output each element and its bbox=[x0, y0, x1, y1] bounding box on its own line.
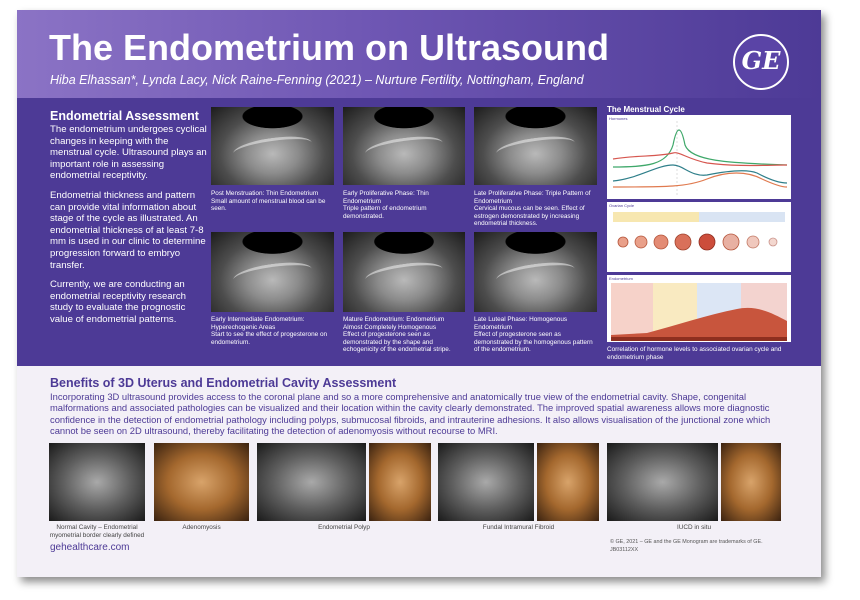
benefits-title: Benefits of 3D Uterus and Endometrial Cavity Assessment bbox=[50, 376, 397, 390]
phase-caption: Early Intermediate Endometrium: Hyperechogenic Areas Start to see the effect of progesterone on endometrium. bbox=[211, 316, 328, 346]
ultrasound-image-late-luteal bbox=[474, 232, 597, 312]
poster bbox=[17, 10, 821, 577]
assessment-text bbox=[50, 124, 208, 334]
image-endometrial-polyp-2d bbox=[257, 443, 366, 521]
ultrasound-image-early-proliferative bbox=[343, 107, 465, 185]
endometrium-panel bbox=[607, 275, 791, 342]
ultrasound-image-mature bbox=[343, 232, 465, 312]
hormones-panel bbox=[607, 115, 791, 199]
image-fundal-fibroid-3d bbox=[537, 443, 599, 521]
copyright-text: © GE, 2021 – GE and the GE Monogram are trademarks of GE. bbox=[610, 539, 763, 545]
cycle-caption: Correlation of hormone levels to associated ovarian cycle and endometrium phase bbox=[607, 346, 782, 361]
assessment-paragraph: The endometrium undergoes cyclical changes in keeping with the menstrual cycle. Ultrasound plays an important role in assessing endometrial receptivity. bbox=[50, 124, 207, 182]
poster-title: The Endometrium on Ultrasound bbox=[49, 27, 610, 68]
panel-label: Endometrium bbox=[609, 276, 633, 281]
image-normal-cavity-quad bbox=[49, 443, 145, 521]
hormone-curves bbox=[607, 115, 791, 199]
benefits-text: Incorporating 3D ultrasound provides access to the coronal plane and so a more comprehensive and anatomically true view of the endometrial cavity. Shape, congenital malformations and associated pathologies can be visualized and their location within the cavity clearly demonstrated. The improved spatial awareness allows more diagnostic confidence in the detection of endometrial pathology including polyps, submucosal fibroids, and intrauterine adhesions. It also allows visualisation of the junctional zone which cannot be seen on 2D ultrasound, thereby facilitating the detection of adenomyosis without recourse to MRI. bbox=[50, 391, 771, 437]
image-adenomyosis bbox=[154, 443, 249, 521]
footer-website-link[interactable]: gehealthcare.com bbox=[50, 542, 130, 553]
ultrasound-image-late-proliferative bbox=[474, 107, 597, 185]
gallery-caption: Endometrial Polyp bbox=[318, 524, 370, 531]
gallery-caption: IUCD in situ bbox=[676, 524, 712, 531]
document-code: JB03112XX bbox=[610, 547, 639, 553]
panel-label: Ovarian Cycle bbox=[609, 203, 635, 208]
image-iucd-3d bbox=[721, 443, 781, 521]
cycle-title: The Menstrual Cycle bbox=[607, 105, 685, 114]
phase-caption: Early Proliferative Phase: Thin Endometrium Triple pattern of endometrium demonstrated. bbox=[343, 190, 429, 220]
phase-caption: Late Proliferative Phase: Triple Pattern of Endometrium Cervical mucous can be seen. Effect of estrogen demonstrated by increasing endometrial thickness. bbox=[474, 190, 591, 228]
gallery-caption: Fundal Intramural Fibroid bbox=[482, 524, 555, 531]
poster-authors: Hiba Elhassan*, Lynda Lacy, Nick Raine-Fenning (2021) – Nurture Fertility, Nottingham, England bbox=[50, 73, 584, 87]
logo-text: GE bbox=[741, 46, 781, 75]
ovarian-cycle-panel bbox=[607, 202, 791, 272]
assessment-paragraph: Currently, we are conducting an endometrial receptivity research study to evaluate the prognostic value of endometrial patterns. bbox=[50, 279, 186, 325]
poster-header bbox=[17, 10, 821, 98]
image-fundal-fibroid-2d bbox=[438, 443, 534, 521]
gallery-caption: Normal Cavity – Endometrial myometrial border clearly defined bbox=[49, 524, 145, 539]
ultrasound-image-post-menstruation bbox=[211, 107, 334, 185]
assessment-paragraph: Endometrial thickness and pattern can provide vital information about stage of the cycle as illustrated. An endometrial thickness of at least 7-8 mm is used in our clinic to determine progression forward to embryo transfer. bbox=[50, 189, 206, 271]
assessment-title: Endometrial Assessment bbox=[50, 109, 199, 123]
phase-caption: Post Menstruation: Thin Endometrium Small amount of menstrual blood can be seen. bbox=[211, 190, 326, 213]
follicle-illustration bbox=[607, 202, 791, 272]
phase-caption: Late Luteal Phase: Homogenous Endometrium Effect of progesterone seen as demonstrated by the homogenous pattern of the endometrium. bbox=[474, 316, 593, 354]
phase-caption: Mature Endometrium: Endometrium Almost Completely Homogenous Effect of progesterone seen as demonstrated by the shape and echogenicity of the endometrial stripe. bbox=[343, 316, 451, 354]
endometrium-growth-illustration bbox=[607, 275, 791, 342]
ge-logo-icon bbox=[733, 34, 789, 90]
copyright-notice bbox=[610, 538, 763, 554]
image-endometrial-polyp-3d bbox=[369, 443, 431, 521]
panel-label: Hormones bbox=[609, 116, 628, 121]
ultrasound-image-early-intermediate bbox=[211, 232, 334, 312]
gallery-caption: Adenomyosis bbox=[182, 524, 221, 531]
image-iucd-2d bbox=[607, 443, 718, 521]
